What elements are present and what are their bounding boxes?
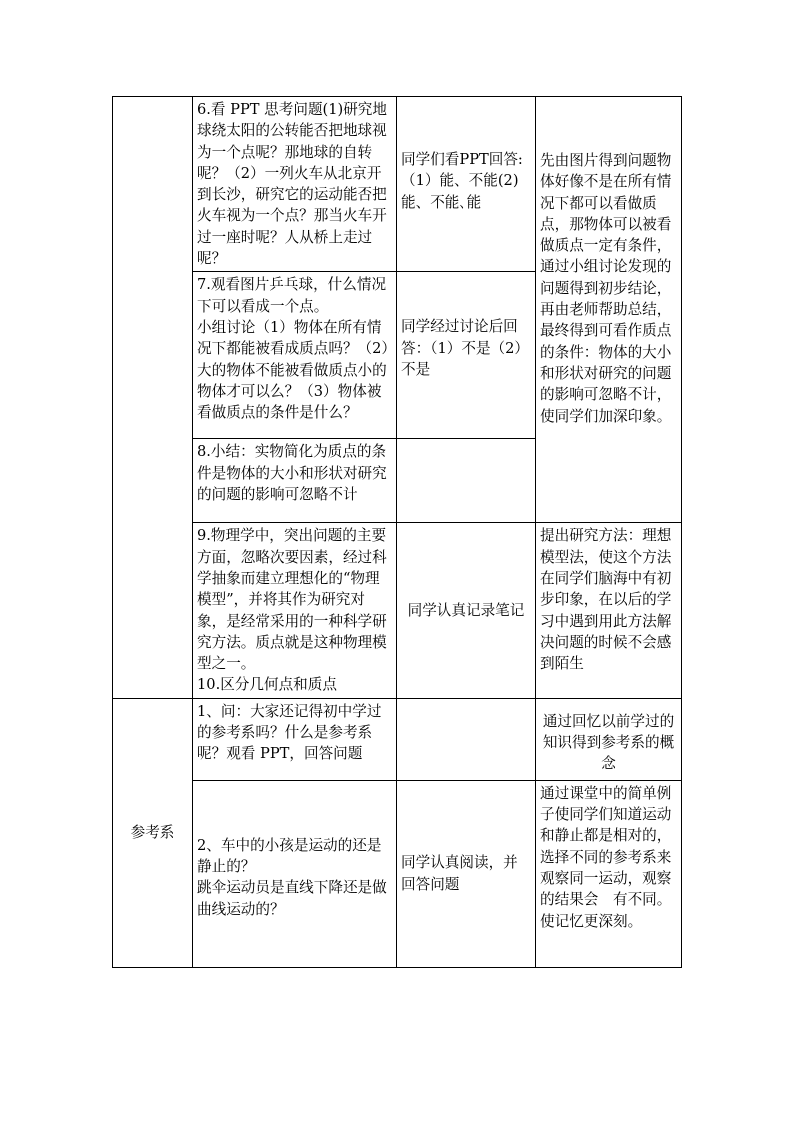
student-activity-cell-blank <box>397 698 536 780</box>
table-row <box>113 698 682 780</box>
section-cell <box>113 698 193 967</box>
teacher-activity-text: 小组讨论（1）物体在所有情况下都能被看成质点吗？（2）大的物体不能被看做质点小的物体才可以么？（3）物体被看做质点的条件是什么？ <box>197 318 389 422</box>
lesson-plan-table <box>112 96 682 968</box>
teacher-activity-text: 6.看 PPT 思考问题(1)研究地球绕太阳的公转能否把地球视为一个点呢？那地球的自转呢？（2）一列火车从北京开到长沙，研究它的运动能否把火车视为一个点？那当火车开过一座时呢？人从桥上走过呢？ <box>197 101 387 268</box>
student-activity-text: 同学经过讨论后回答：（1）不是（2）不是 <box>401 318 530 378</box>
teacher-activity-cell <box>193 698 397 780</box>
teacher-activity-text: 8.小结：实物简化为质点的条件是物体的大小和形状对研究的问题的影响可忽略不计 <box>197 443 387 503</box>
design-intent-text: 通过回忆以前学过的知识得到参考系的概念 <box>542 712 675 773</box>
student-activity-text: 同学认真阅读，并回答问题 <box>401 854 518 893</box>
teacher-activity-cell <box>193 97 397 272</box>
teacher-activity-text: 10.区分几何点和质点 <box>197 676 337 694</box>
design-intent-cell <box>536 698 682 780</box>
design-intent-text: 提出研究方法：理想模型法，使这个方法在同学们脑海中有初步印象，在以后的学习中遇到用此方法解决问题的时候不会感到陌生 <box>540 527 672 673</box>
teacher-activity-cell <box>193 272 397 439</box>
teacher-activity-cell <box>193 439 397 523</box>
design-intent-text: 先由图片得到问题物体好像不是在所有情况下都可以看做质点，那物体可以被看做质点一定有条件，通过小组讨论发现的问题得到初步结论，再由老师帮助总结，最终得到可看作质点的条件：物体的大小和形状对研究的问题的影响可忽略不计，使同学们加深印象。 <box>540 152 672 425</box>
student-activity-text: 同学们看PPT回答:（1）能、不能(2)能、不能､能 <box>401 151 523 211</box>
table-row <box>113 523 682 698</box>
teacher-activity-cell <box>193 523 397 698</box>
design-intent-cell <box>536 97 682 523</box>
student-activity-cell <box>397 272 536 439</box>
student-activity-cell-blank <box>397 439 536 523</box>
design-intent-cell <box>536 523 682 698</box>
teacher-activity-text: 7.观看图片乒乓球，什么情况下可以看成一个点。 <box>197 276 387 315</box>
section-label: 参考系 <box>130 824 175 842</box>
teacher-activity-text: 2、车中的小孩是运动的还是静止的？ <box>197 836 382 876</box>
design-intent-cell <box>536 780 682 967</box>
design-intent-text: 通过课堂中的简单例子使同学们知道运动和静止都是相对的，选择不同的参考系来观察同一运动，观察的结果会 有不同。使记忆更深刻。 <box>540 784 672 930</box>
student-activity-cell <box>397 523 536 698</box>
section-cell-blank <box>113 97 193 699</box>
teacher-activity-text: 1、问：大家还记得初中学过的参考系吗？什么是参考系呢？观看 PPT，回答问题 <box>197 702 382 763</box>
student-activity-text: 同学认真记录笔记 <box>407 601 525 619</box>
teacher-activity-text: 跳伞运动员是直线下降还是做曲线运动的？ <box>197 879 387 918</box>
teacher-activity-cell <box>193 780 397 967</box>
student-activity-cell <box>397 780 536 967</box>
table-row <box>113 97 682 272</box>
table-row <box>113 780 682 967</box>
teacher-activity-text: 9.物理学中，突出问题的主要方面，忽略次要因素，经过科学抽象而建立理想化的“物理模型”，并将其作为研究对象，是经常采用的一种科学研究方法。质点就是这种物理模型之一。 <box>197 527 387 673</box>
student-activity-cell <box>397 97 536 272</box>
